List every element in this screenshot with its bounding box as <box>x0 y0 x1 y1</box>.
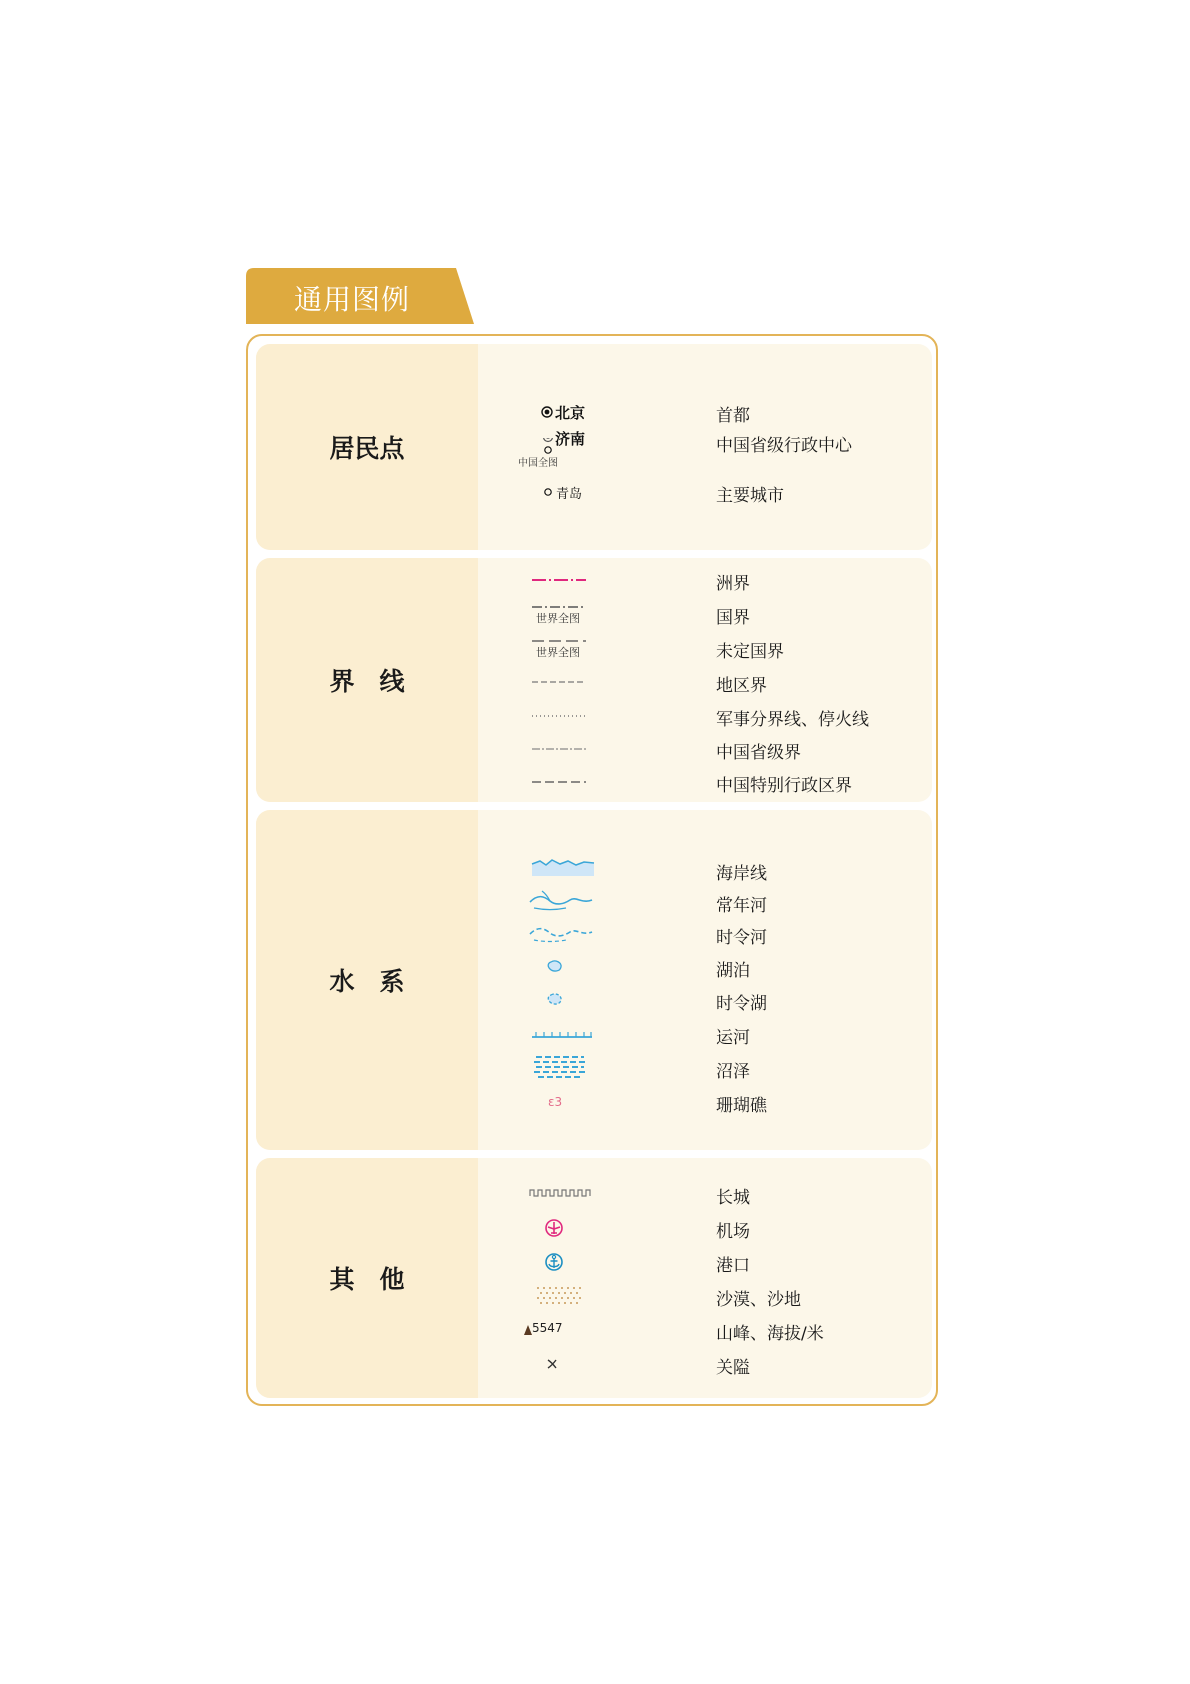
legend-row <box>256 1316 932 1344</box>
legend-row <box>256 920 932 948</box>
legend-label: 时令湖 <box>716 994 767 1014</box>
legend-row <box>256 702 932 730</box>
legend-label: 未定国界 <box>716 642 784 662</box>
legend-label: 长城 <box>716 1188 750 1208</box>
legend-label: 首都 <box>716 406 750 426</box>
lake-icon <box>512 953 612 981</box>
great-wall-icon <box>512 1180 612 1208</box>
section-boundaries <box>256 558 932 802</box>
legend-label: 地区界 <box>716 676 767 696</box>
legend-row <box>256 953 932 981</box>
legend-label: 国界 <box>716 608 750 628</box>
region-boundary-icon <box>512 668 612 696</box>
legend-row <box>256 1248 932 1276</box>
legend-row <box>256 768 932 796</box>
sample-place-name: 北京 <box>555 404 586 422</box>
special-admin-boundary-icon <box>512 768 612 796</box>
sample-note: 中国全图 <box>518 458 558 469</box>
legend-row <box>256 566 932 594</box>
provincial-center-icon <box>512 430 612 478</box>
coastline-icon <box>512 856 612 884</box>
category-label: 界 线 <box>329 667 405 696</box>
capital-dot-circle-icon <box>512 398 612 426</box>
legend-label: 山峰、海拔/米 <box>716 1324 824 1344</box>
seasonal-lake-icon <box>512 986 612 1014</box>
legend-row <box>256 735 932 763</box>
legend-row <box>256 1282 932 1310</box>
peak-elevation: 5547 <box>532 1321 563 1335</box>
national-boundary-icon <box>512 600 612 628</box>
undetermined-boundary-icon <box>512 634 612 662</box>
section-others <box>256 1158 932 1398</box>
city-circle-icon <box>512 478 612 506</box>
sample-note: 世界全图 <box>536 612 580 625</box>
legend-row <box>256 986 932 1014</box>
legend-label: 中国省级界 <box>716 743 801 763</box>
canal-icon <box>512 1020 612 1048</box>
legend-label: 中国省级行政中心 <box>716 436 852 456</box>
legend-row <box>256 1054 932 1082</box>
legend-label: 运河 <box>716 1028 750 1048</box>
legend-row <box>256 668 932 696</box>
legend-row <box>256 888 932 916</box>
section-hydrography <box>256 810 932 1150</box>
legend-panel <box>246 334 938 1406</box>
perennial-river-icon <box>512 888 612 916</box>
ceasefire-line-icon <box>512 702 612 730</box>
legend-row <box>256 634 932 662</box>
legend-label: 珊瑚礁 <box>716 1096 767 1116</box>
legend-label: 军事分界线、停火线 <box>716 710 869 730</box>
sample-place-name: 青岛 <box>556 487 583 502</box>
legend-label: 洲界 <box>716 574 750 594</box>
sample-note: 世界全图 <box>536 646 580 659</box>
legend-label: 湖泊 <box>716 961 750 981</box>
legend-row <box>256 1020 932 1048</box>
provincial-boundary-icon <box>512 735 612 763</box>
legend-row <box>256 398 932 426</box>
section-settlements <box>256 344 932 550</box>
legend-row <box>256 478 932 506</box>
coral-reef-icon <box>512 1088 612 1116</box>
category-label: 居民点 <box>329 434 405 463</box>
desert-dots-icon <box>512 1282 612 1310</box>
continent-boundary-icon <box>512 566 612 594</box>
legend-row <box>256 1180 932 1208</box>
legend-label: 中国特别行政区界 <box>716 776 852 796</box>
legend-label: 沙漠、沙地 <box>716 1290 801 1310</box>
legend-label: 海岸线 <box>716 864 767 884</box>
legend-label: 主要城市 <box>716 486 784 506</box>
legend-title: 通用图例 <box>294 283 411 316</box>
legend-label: 时令河 <box>716 928 767 948</box>
legend-row <box>256 1088 932 1116</box>
legend-label: 港口 <box>716 1256 750 1276</box>
seasonal-river-icon <box>512 920 612 948</box>
legend-row <box>256 1350 932 1378</box>
legend-title-tab <box>246 268 474 324</box>
legend-row <box>256 600 932 628</box>
legend-row <box>256 430 932 469</box>
legend-label: 常年河 <box>716 896 767 916</box>
legend-label: 机场 <box>716 1222 750 1242</box>
svg-text:ε3: ε3 <box>548 1095 563 1109</box>
sample-place-name: 济南 <box>555 430 586 448</box>
legend-row <box>256 856 932 884</box>
category-label: 水 系 <box>329 967 405 996</box>
category-label: 其 他 <box>329 1265 405 1294</box>
legend-row <box>256 1214 932 1242</box>
marsh-icon <box>512 1054 612 1082</box>
airport-icon <box>512 1214 612 1242</box>
legend-label: 关隘 <box>716 1358 750 1378</box>
legend-label: 沼泽 <box>716 1062 750 1082</box>
port-anchor-icon <box>512 1248 612 1276</box>
pass-cross-icon <box>512 1350 612 1378</box>
peak-triangle-icon <box>512 1316 612 1344</box>
